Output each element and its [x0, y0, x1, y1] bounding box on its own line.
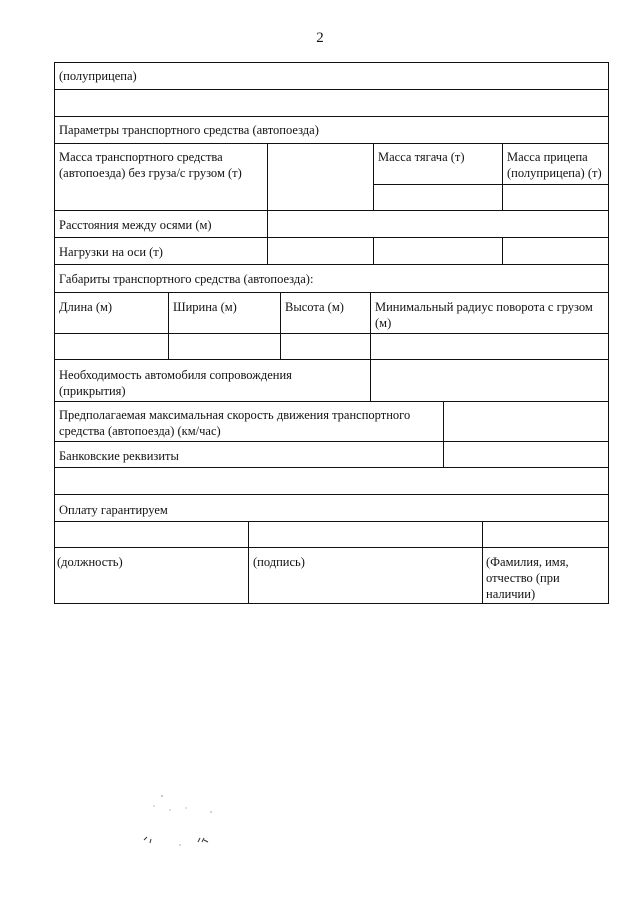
length-label: Длина (м): [59, 300, 113, 314]
tractor-mass-label: Масса тягача (т): [378, 150, 465, 164]
escort-vehicle-label-line2: (прикрытия): [59, 384, 126, 398]
vehicle-mass-label-line2: (автопоезда) без груза/с грузом (т): [59, 166, 242, 180]
vehicle-parameters-header: Параметры транспортного средства (автопоезда): [59, 123, 319, 137]
escort-vehicle-label-line1: Необходимость автомобиля сопровождения: [59, 368, 292, 382]
semitrailer-label: (полуприцепа): [59, 69, 137, 83]
bank-details-label: Банковские реквизиты: [59, 449, 179, 463]
turn-radius-label-line2: (м): [375, 316, 392, 330]
trailer-mass-label-line2: (полуприцепа) (т): [507, 166, 602, 180]
payment-guarantee-label: Оплату гарантируем: [59, 503, 168, 517]
max-speed-label-line2: средства (автопоезда) (км/час): [59, 424, 221, 438]
scan-specks: [140, 790, 230, 860]
axle-load-label: Нагрузки на оси (т): [59, 245, 163, 259]
fullname-label-line2: отчество (при: [486, 571, 560, 585]
vehicle-mass-label-line1: Масса транспортного средства: [59, 150, 223, 164]
signature-label: (подпись): [253, 555, 305, 569]
trailer-mass-label-line1: Масса прицепа: [507, 150, 588, 164]
position-label: (должность): [57, 555, 123, 569]
max-speed-label-line1: Предполагаемая максимальная скорость движения транспортного: [59, 408, 411, 422]
axle-distance-label: Расстояния между осями (м): [59, 218, 212, 232]
fullname-label-line1: (Фамилия, имя,: [486, 555, 569, 569]
page-number: 2: [316, 30, 324, 46]
width-label: Ширина (м): [173, 300, 237, 314]
fullname-label-line3: наличии): [486, 587, 536, 601]
dimensions-header: Габариты транспортного средства (автопоезда):: [59, 272, 314, 286]
height-label: Высота (м): [285, 300, 344, 314]
turn-radius-label-line1: Минимальный радиус поворота с грузом: [375, 300, 593, 314]
